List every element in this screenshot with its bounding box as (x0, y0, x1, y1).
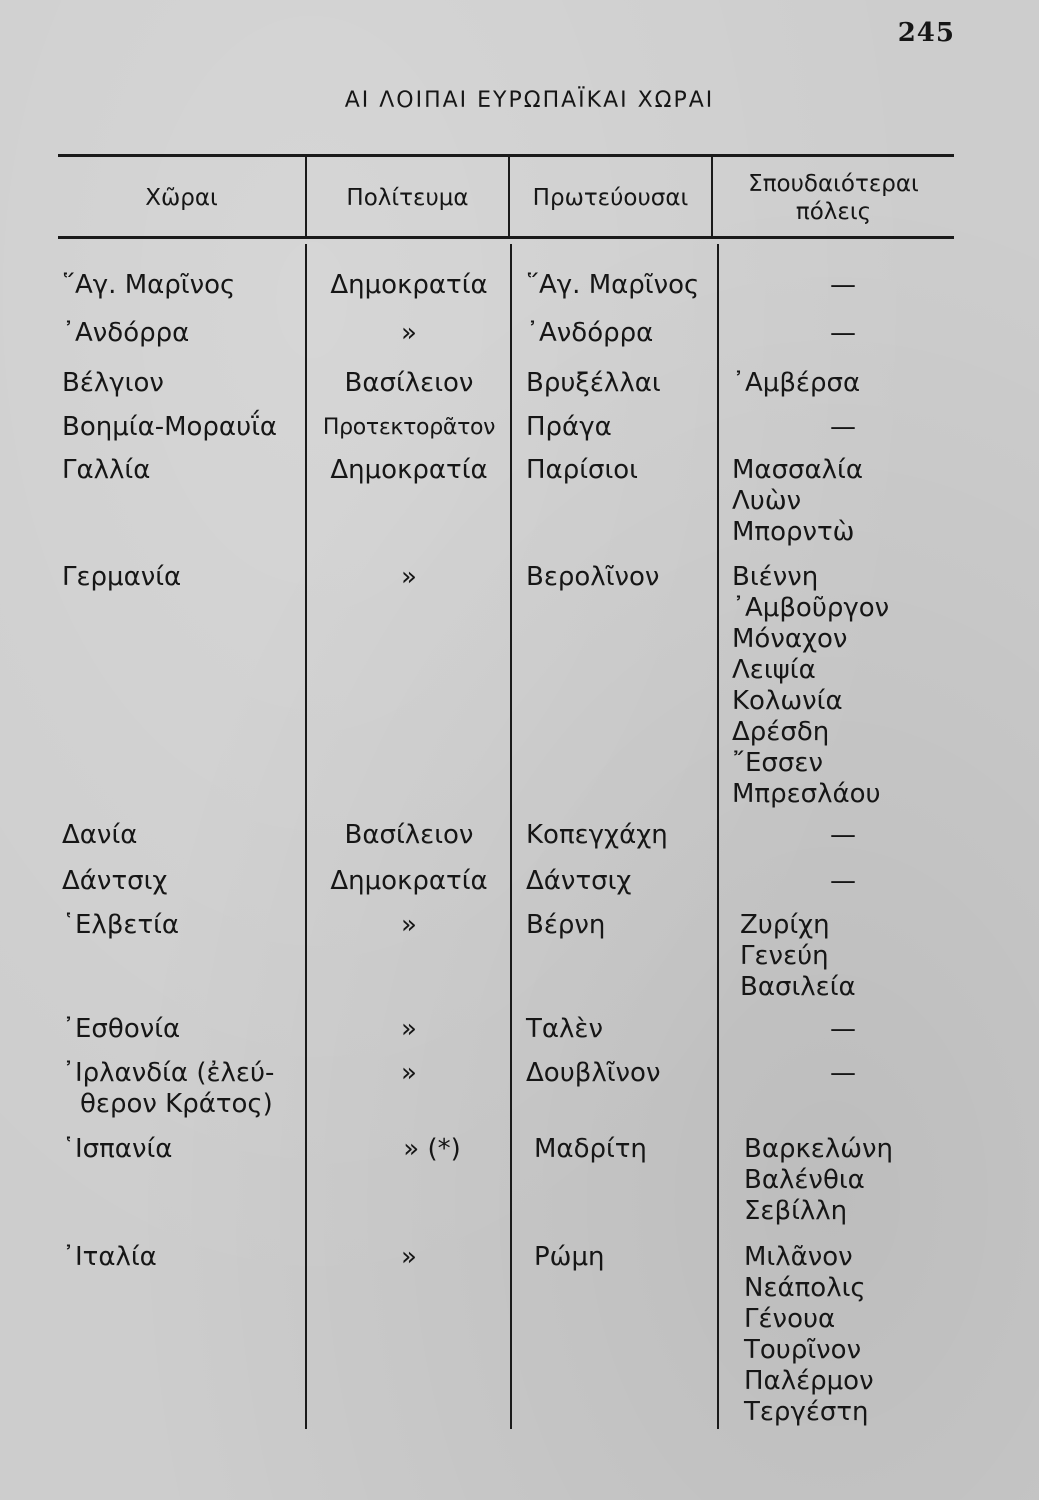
country-cell: Δάντσιχ (62, 866, 168, 896)
capital-cell: Κοπεγχάχη (526, 820, 668, 850)
capital-cell: Δουβλῖνον (526, 1058, 661, 1088)
cities-cell: — (830, 1058, 856, 1088)
table-header-rule (58, 236, 954, 239)
regime-cell: » (*) (403, 1134, 461, 1164)
cities-cell: — (830, 270, 856, 300)
cities-cell: Μιλᾶνον Νεάπολις Γένουα Τουρῖνον Παλέρμον Τεργέστη (744, 1242, 874, 1427)
capital-cell: Ρώμη (534, 1242, 605, 1272)
country-cell: ᾿Εσθονία (62, 1014, 181, 1044)
regime-cell: Βασίλειον (344, 368, 474, 398)
capital-cell: Πράγα (526, 412, 612, 442)
capital-cell: Βερολῖνον (526, 562, 660, 592)
cities-cell: ᾿Αμβέρσα (732, 368, 861, 398)
table-top-rule (58, 154, 954, 157)
capital-cell: Δάντσιχ (526, 866, 632, 896)
header-main-cities: Σπουδαιότεραι πόλεις (748, 171, 919, 225)
regime-cell: Προτεκτορᾶτον (322, 415, 496, 440)
country-cell: Γαλλία (62, 455, 151, 485)
regime-cell: » (401, 1014, 417, 1044)
cities-cell: Βιέννη ᾿Αμβοῦργον Μόναχον Λειψία Κολωνία Δρέσδη ῎Εσσεν Μπρεσλάου (732, 562, 890, 809)
country-cell: ᾿Ιταλία (62, 1242, 157, 1272)
cities-cell: Βαρκελώνη Βαλένθια Σεβίλλη (744, 1134, 894, 1226)
cities-cell: Ζυρίχη Γενεύη Βασιλεία (740, 910, 856, 1002)
country-cell: ῾Ελβετία (62, 910, 180, 940)
cities-cell: — (830, 820, 856, 850)
regime-cell: » (401, 1058, 417, 1088)
regime-cell: Δημοκρατία (330, 866, 488, 896)
capital-cell: Μαδρίτη (534, 1134, 647, 1164)
country-cell: ᾿Ιρλανδία (ἐλεύ- θερον Κράτος) (62, 1058, 275, 1119)
capital-cell: Ταλὲν (526, 1014, 603, 1044)
cities-cell: — (830, 412, 856, 442)
page-number: 245 (897, 18, 955, 48)
cities-cell: Μασσαλία Λυὼν Μπορντὼ (732, 455, 863, 547)
capital-cell: Παρίσιοι (526, 455, 638, 485)
cities-cell: — (830, 866, 856, 896)
cities-cell: — (830, 1014, 856, 1044)
country-cell: ῾Ισπανία (62, 1134, 173, 1164)
regime-cell: Δημοκρατία (330, 270, 488, 300)
capital-cell: ᾿Ανδόρρα (526, 318, 654, 348)
country-cell: ῞Αγ. Μαρῖνος (62, 270, 236, 300)
regime-cell: Βασίλειον (344, 820, 474, 850)
country-cell: Δανία (62, 820, 138, 850)
regime-cell: » (401, 910, 417, 940)
header-countries: Χῶραι (145, 185, 218, 211)
column-divider-3 (717, 244, 719, 1429)
regime-cell: » (401, 562, 417, 592)
country-cell: ᾿Ανδόρρα (62, 318, 190, 348)
cities-cell: — (830, 318, 856, 348)
header-capitals: Πρωτεύουσαι (532, 185, 689, 211)
country-cell: Γερμανία (62, 562, 182, 592)
column-divider-2 (510, 244, 512, 1429)
regime-cell: » (401, 1242, 417, 1272)
header-regime: Πολίτευμα (346, 185, 469, 211)
page-title: ΑΙ ΛΟΙΠΑΙ ΕΥΡΩΠΑΪΚΑΙ ΧΩΡΑΙ (344, 88, 715, 113)
capital-cell: Βέρνη (526, 910, 606, 940)
capital-cell: Βρυξέλλαι (526, 368, 661, 398)
column-divider-1 (305, 244, 307, 1429)
country-cell: Βοημία-Μοραυΐα (62, 412, 278, 442)
capital-cell: ῞Αγ. Μαρῖνος (526, 270, 700, 300)
country-cell: Βέλγιον (62, 368, 164, 398)
regime-cell: » (401, 318, 417, 348)
regime-cell: Δημοκρατία (330, 455, 488, 485)
